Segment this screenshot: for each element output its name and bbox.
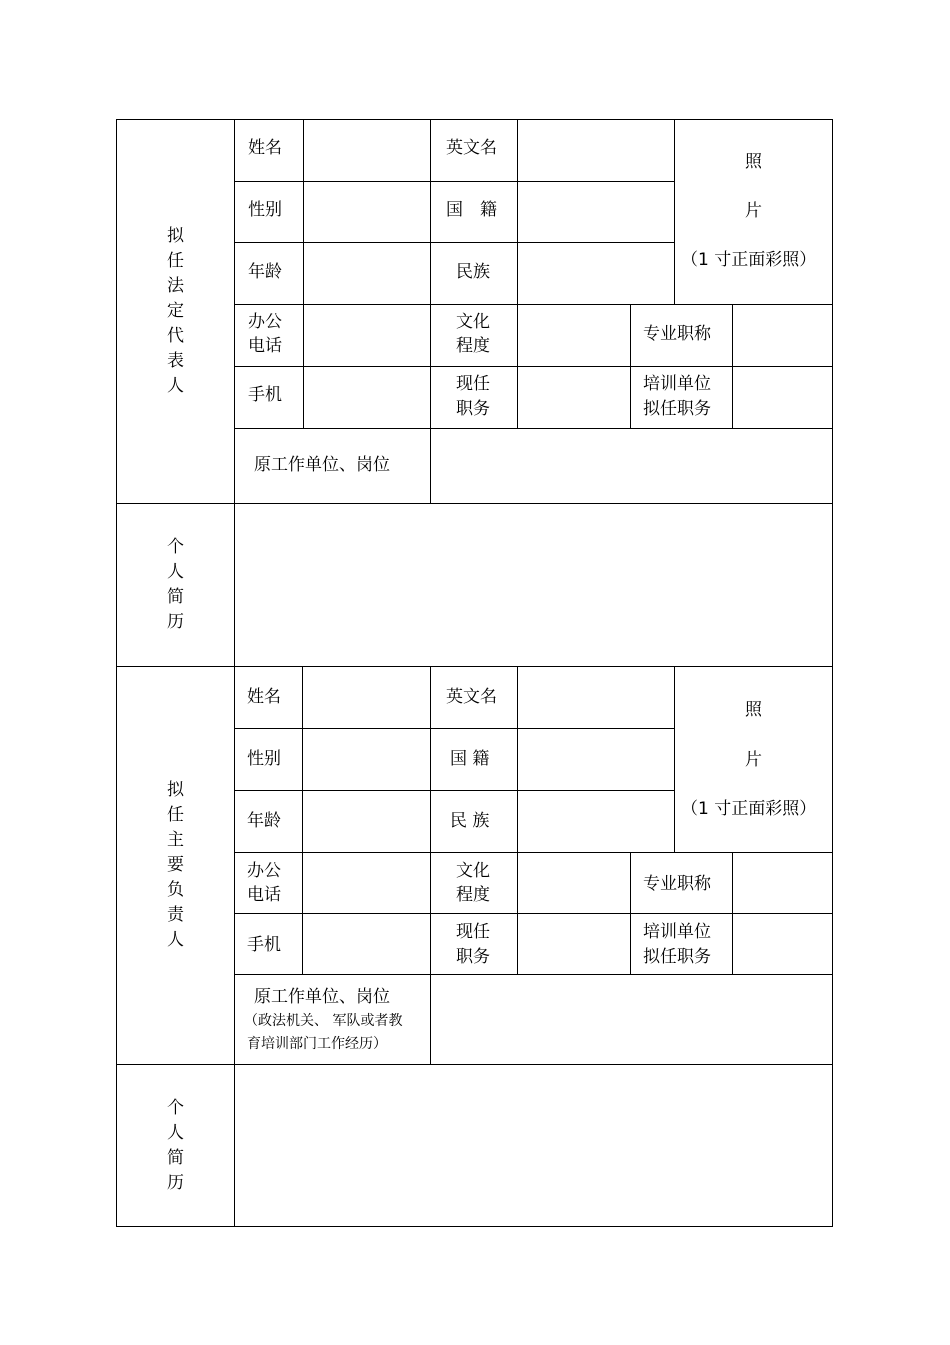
s1-mobile-field[interactable] [304,367,430,428]
s2-nationality-field[interactable] [518,729,674,790]
s2-office-phone-field[interactable] [303,853,430,913]
s1-mobile-label: 手机 [248,385,282,405]
s1-training-post-label-1: 培训单位 [643,374,711,394]
s2-name-field[interactable] [303,667,430,728]
s1-former-unit-field[interactable] [431,429,832,503]
resume1-field[interactable] [235,504,832,666]
s2-office-phone-label-1: 办公 [247,861,281,881]
section1-side-label: 拟 任 法 定 代 表 人 [167,226,184,396]
s1-photo-label-2: 片 [745,201,762,221]
s2-former-unit-note-2: 育培训部门工作经历） [247,1036,387,1052]
s2-education-field[interactable] [518,853,630,913]
s2-former-unit-field[interactable] [431,975,832,1064]
s2-title-label: 专业职称 [643,874,711,894]
s1-current-post-label-1: 现任 [456,374,490,394]
s2-ethnicity-label: 民 族 [450,811,490,831]
s1-title-field[interactable] [733,305,832,366]
s2-training-post-field[interactable] [733,914,832,974]
s1-name-field[interactable] [304,120,430,181]
s1-education-label-1: 文化 [456,312,490,332]
s1-nationality-field[interactable] [518,182,674,242]
s2-training-post-label-2: 拟任职务 [643,947,711,967]
s2-current-post-label-2: 职务 [456,947,490,967]
s2-mobile-label: 手机 [247,935,281,955]
s1-current-post-label-2: 职务 [456,399,490,419]
s1-education-field[interactable] [518,305,630,366]
s1-photo-box[interactable] [675,120,832,304]
s1-english-name-label: 英文名 [446,138,497,158]
s2-age-field[interactable] [303,791,430,852]
s1-former-unit-label: 原工作单位、岗位 [254,455,390,475]
s1-gender-label: 性别 [248,200,282,220]
s2-education-label-1: 文化 [456,861,490,881]
s1-name-label: 姓名 [248,138,282,158]
s1-nationality-label: 国 籍 [446,200,497,220]
s2-photo-label-1: 照 [745,700,762,720]
resume2-side-label: 个 人 简 历 [167,1097,184,1193]
s2-nationality-label: 国 籍 [450,749,490,769]
s2-photo-label-2: 片 [745,750,762,770]
s1-photo-label-1: 照 [745,152,762,172]
section2-side-label: 拟 任 主 要 负 责 人 [167,780,184,950]
s1-office-phone-label-1: 办公 [248,312,282,332]
s2-former-unit-label: 原工作单位、岗位 [254,987,390,1007]
s1-age-field[interactable] [304,243,430,304]
s1-title-label: 专业职称 [643,324,711,344]
s2-title-field[interactable] [733,853,832,913]
s2-age-label: 年龄 [247,811,281,831]
s1-english-name-field[interactable] [518,120,674,181]
resume2-field[interactable] [235,1065,832,1226]
s2-office-phone-label-2: 电话 [247,885,281,905]
s1-gender-field[interactable] [304,182,430,242]
s2-photo-box[interactable] [675,667,832,852]
s2-photo-label-3: （1 寸正面彩照） [681,799,817,819]
s1-ethnicity-field[interactable] [518,243,674,304]
s1-ethnicity-label: 民族 [456,262,490,282]
s1-office-phone-field[interactable] [304,305,430,366]
s2-former-unit-note-1: （政法机关、 军队或者教 [244,1013,403,1029]
s2-current-post-field[interactable] [518,914,630,974]
s2-name-label: 姓名 [247,687,281,707]
resume1-side-label: 个 人 简 历 [167,537,184,632]
s2-english-name-label: 英文名 [446,687,497,707]
s1-current-post-field[interactable] [518,367,630,428]
s2-current-post-label-1: 现任 [456,922,490,942]
s2-gender-field[interactable] [303,729,430,790]
s2-ethnicity-field[interactable] [518,791,674,852]
s1-age-label: 年龄 [248,262,282,282]
s1-education-label-2: 程度 [456,336,490,356]
s1-training-post-field[interactable] [733,367,832,428]
s2-education-label-2: 程度 [456,885,490,905]
s2-gender-label: 性别 [247,749,281,769]
s1-office-phone-label-2: 电话 [248,336,282,356]
s2-mobile-field[interactable] [303,914,430,974]
s1-training-post-label-2: 拟任职务 [643,399,711,419]
s2-training-post-label-1: 培训单位 [643,922,711,942]
s2-english-name-field[interactable] [518,667,674,728]
s1-photo-label-3: （1 寸正面彩照） [681,250,817,270]
